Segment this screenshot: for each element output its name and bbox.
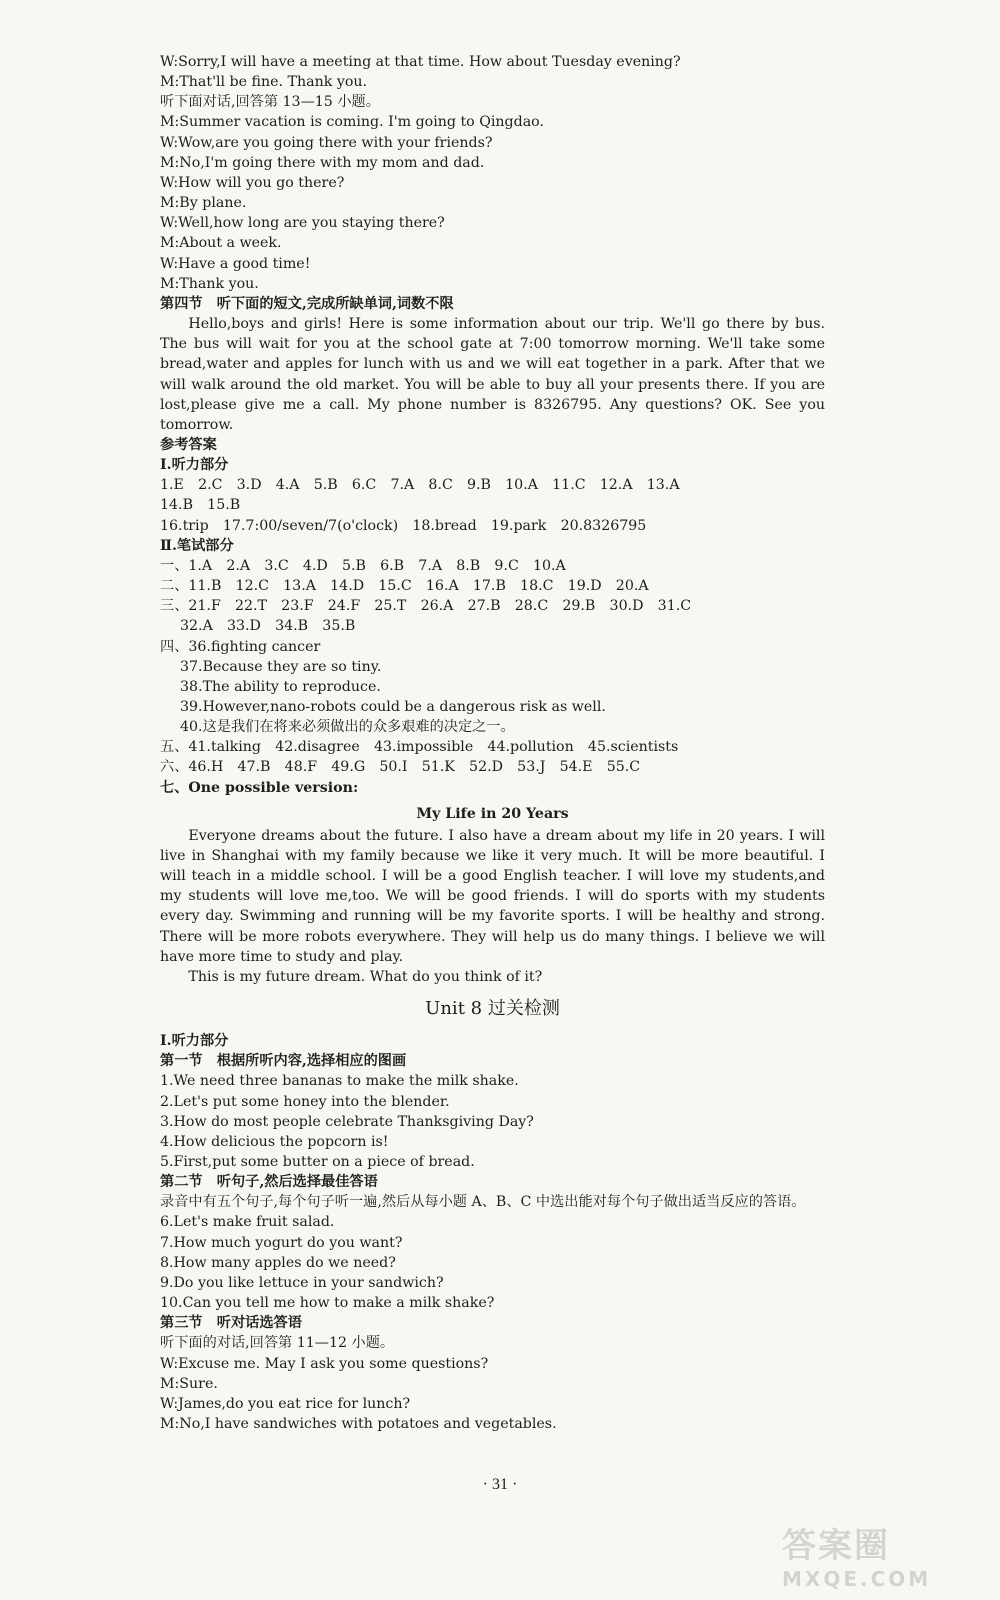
unit-section3-title: 第三节 听对话选答语 [160,1315,302,1332]
section4-passage: Hello,boys and girls! Here is some information about our trip. We'll go there by bus. The bus will wait for you at the school gate at 7:00 tomorrow morning. We'll take some bread,water and apples for lunch with us and we will eat together in a park. After that we will walk around the old market. You will be able to buy all your presents there. If you are lost,please give me a call. My phone number is 8326795. Any questions? OK. See you tomorrow. [160,316,825,433]
part1-title: Ⅰ.听力部分 [160,457,229,474]
list-item: 3.How do most people celebrate Thanksgiving Day? [160,1113,534,1130]
list-item: 8.How many apples do we need? [160,1254,396,1271]
dialogue-line: W:How will you go there? [160,174,345,191]
part1-answers [160,475,825,535]
list-item: 7.How much yogurt do you want? [160,1234,403,1251]
dialogue-line: 听下面的对话,回答第 11—12 小题。 [160,1335,395,1352]
list-item: 5.First,put some butter on a piece of bread. [160,1153,475,1170]
answer-row: 38.The ability to reproduce. [180,678,381,695]
answers-title: 参考答案 [160,436,217,453]
list-item: 2.Let's put some honey into the blender. [160,1093,450,1110]
dialogue-line: M:No,I have sandwiches with potatoes and vegetables. [160,1416,557,1432]
list-item: 10.Can you tell me how to make a milk shake? [160,1295,495,1312]
answer-row: 39.However,nano-robots could be a dangerous risk as well. [180,699,606,715]
answer-row: 六、46.H 47.B 48.F 49.G 50.I 51.K 52.D 53.J 54.E 55.C [160,759,641,776]
dialogue-line: W:Excuse me. May I ask you some questions? [160,1355,489,1372]
dialogue-line: M:Sure. [160,1375,218,1392]
answer-row: 三、21.F 22.T 23.F 24.F 25.T 26.A 27.B 28.C 29.B 30.D 31.C [160,598,692,615]
dialogue-top [160,52,825,294]
unit-section1-items [160,1071,825,1172]
page-number: · 31 · [482,1476,518,1493]
essay-paragraph-2: This is my future dream. What do you think of it? [188,968,543,985]
answer-row: 一、1.A 2.A 3.C 4.D 5.B 6.B 7.A 8.B 9.C 10.A [160,557,566,574]
answer-row: 1.E 2.C 3.D 4.A 5.B 6.C 7.A 8.C 9.B 10.A 11.C 12.A 13.A [160,477,680,494]
watermark-logo [782,1518,982,1591]
unit-title: Unit 8 过关检测 [425,998,560,1020]
dialogue-line: M:That'll be fine. Thank you. [160,74,368,91]
unit-part1-title: Ⅰ.听力部分 [160,1033,229,1050]
unit-section2-items [160,1212,825,1313]
answer-row: 37.Because they are so tiny. [180,658,382,675]
dialogue-line: M:Summer vacation is coming. I'm going to Qingdao. [160,114,544,131]
document-page [160,52,825,1434]
list-item: 6.Let's make fruit salad. [160,1214,335,1231]
dialogue-line: W:Wow,are you going there with your friends? [160,134,493,151]
dialogue-line: W:Well,how long are you staying there? [160,215,445,232]
unit-section1-title: 第一节 根据所听内容,选择相应的图画 [160,1053,407,1070]
unit-section2-title: 第二节 听句子,然后选择最佳答语 [160,1174,378,1191]
answer-row: 五、41.talking 42.disagree 43.impossible 44.pollution 45.scientists [160,739,679,756]
list-item: 4.How delicious the popcorn is! [160,1133,389,1150]
watermark-text-en: MXQE.COM [782,1567,932,1591]
answer-row: 16.trip 17.7:00/seven/7(o'clock) 18.bread 19.park 20.8326795 [160,517,647,534]
answer-row: 七、One possible version: [160,779,359,796]
dialogue-line: W:James,do you eat rice for lunch? [160,1395,411,1412]
dialogue-line: M:No,I'm going there with my mom and dad. [160,154,485,171]
watermark-text-cn: 答案圈 [782,1526,890,1566]
essay-title: My Life in 20 Years [416,805,569,822]
answer-row: 32.A 33.D 34.B 35.B [180,618,356,635]
essay-paragraph-1: Everyone dreams about the future. I also have a dream about my life in 20 years. I will live in Shanghai with my family because we like it very much. It will be more beautiful. I will teach in a middle school. I will be a good English teacher. I will love my students,and my students will love me,too. We will be good friends. I will do sports with my students every day. Swimming and running will be my favorite sports. I will be healthy and strong. There will be more robots everywhere. They will help us do many things. I believe we will have more time to study and play. [160,827,825,965]
part2-answers [160,556,825,798]
dialogue-line: M:About a week. [160,235,282,252]
answer-row: 14.B 15.B [160,497,241,514]
answer-row: 二、11.B 12.C 13.A 14.D 15.C 16.A 17.B 18.C 19.D 20.A [160,578,649,595]
unit-section3-lines [160,1333,825,1434]
dialogue-line: 听下面对话,回答第 13—15 小题。 [160,94,380,111]
dialogue-line: W:Have a good time! [160,255,311,272]
list-item: 9.Do you like lettuce in your sandwich? [160,1274,444,1291]
dialogue-line: W:Sorry,I will have a meeting at that time. How about Tuesday evening? [160,54,681,70]
answer-row: 四、36.fighting cancer [160,638,321,655]
list-item: 1.We need three bananas to make the milk shake. [160,1073,519,1090]
section4-title: 第四节 听下面的短文,完成所缺单词,词数不限 [160,295,454,312]
unit-section2-desc: 录音中有五个句子,每个句子听一遍,然后从每小题 A、B、C 中选出能对每个句子做出适当反应的答语。 [160,1194,806,1211]
dialogue-line: M:By plane. [160,195,247,212]
answer-row: 40.这是我们在将来必须做出的众多艰难的决定之一。 [180,719,515,736]
part2-title: Ⅱ.笔试部分 [160,537,234,554]
dialogue-line: M:Thank you. [160,275,259,292]
